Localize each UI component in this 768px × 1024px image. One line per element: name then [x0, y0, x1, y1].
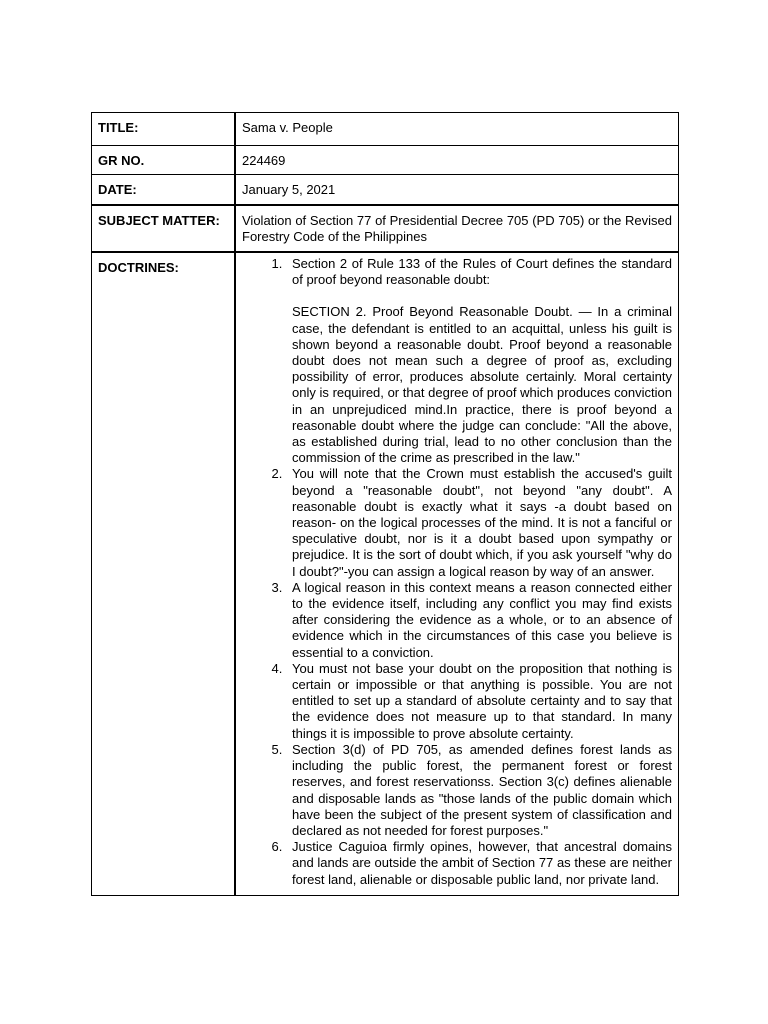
doctrine-item [286, 580, 672, 661]
subject-matter-label: SUBJECT MATTER: [92, 205, 236, 252]
doctrines-cell [235, 252, 679, 895]
subject-matter-value: Violation of Section 77 of Presidential Decree 705 (PD 705) or the Revised Forestry Code of the Philippines [235, 205, 679, 252]
doctrine-item [286, 839, 672, 888]
gr-no-value: 224469 [235, 146, 679, 175]
title-label: TITLE: [92, 113, 236, 146]
doctrine-text: A logical reason in this context means a reason connected either to the evidence itself, including any conflict you may find exists after considering the evidence as a whole, or to an absence of evidence which in the circumstances of this case you believe is essential to a conviction. [292, 579, 672, 660]
date-value: January 5, 2021 [235, 175, 679, 206]
doctrine-item [286, 742, 672, 839]
doctrine-text: Justice Caguioa firmly opines, however, that ancestral domains and lands are outside the ambit of Section 77 as these are neither forest land, alienable or disposable public land, nor private land. [292, 839, 672, 887]
doctrines-list [242, 256, 672, 888]
doctrine-text: Section 3(d) of PD 705, as amended defines forest lands as including the public forest, the permanent forest or forest reserves, and forest reservationss. Section 3(c) defines alienable and disposable lands as "those lands of the public domain which have been the subject of the present system of classification and declared as not needed for forest purposes." [292, 741, 672, 838]
title-value: Sama v. People [235, 113, 679, 146]
doctrines-label: DOCTRINES: [92, 252, 236, 895]
row-title [92, 113, 679, 146]
case-digest-table [91, 112, 679, 896]
doctrine-item [286, 466, 672, 579]
row-doctrines [92, 252, 679, 895]
doctrine-item [286, 661, 672, 742]
row-date [92, 175, 679, 206]
row-gr-no [92, 146, 679, 175]
row-subject-matter [92, 205, 679, 252]
gr-no-label: GR NO. [92, 146, 236, 175]
date-label: DATE: [92, 175, 236, 206]
doctrine-text: Section 2 of Rule 133 of the Rules of Court defines the standard of proof beyond reasonable doubt: [292, 256, 672, 288]
doctrine-text: You must not base your doubt on the proposition that nothing is certain or impossible or that anything is possible. You are not entitled to set up a standard of absolute certainty and to say that the evidence does not measure up to that standard. In many things it is impossible to prove absolute certainty. [292, 660, 672, 741]
rule-133-quote: SECTION 2. Proof Beyond Reasonable Doubt. — In a criminal case, the defendant is entitled to an acquittal, unless his guilt is shown beyond a reasonable doubt. Proof beyond a reasonable doubt does not mean such a degree of proof as, excluding possibility of error, produces absolute certainly. Moral certainty only is required, or that degree of proof which produces conviction in an unprejudiced mind.In practice, there is proof beyond a reasonable doubt where the judge can conclude: "All the above, as established during trial, lead to no other conclusion than the commission of the crime as prescribed in the law." [292, 304, 672, 466]
doctrine-item [286, 256, 672, 466]
doctrine-text: You will note that the Crown must establish the accused's guilt beyond a "reasonable doubt", not beyond "any doubt". A reasonable doubt is exactly what it says -a doubt based on reason- on the logical processes of the mind. It is not a fanciful or speculative doubt, nor is it a doubt based upon sympathy or prejudice. It is the sort of doubt which, if you ask yourself "why do I doubt?"-you can assign a logical reason by way of an answer. [292, 466, 672, 579]
